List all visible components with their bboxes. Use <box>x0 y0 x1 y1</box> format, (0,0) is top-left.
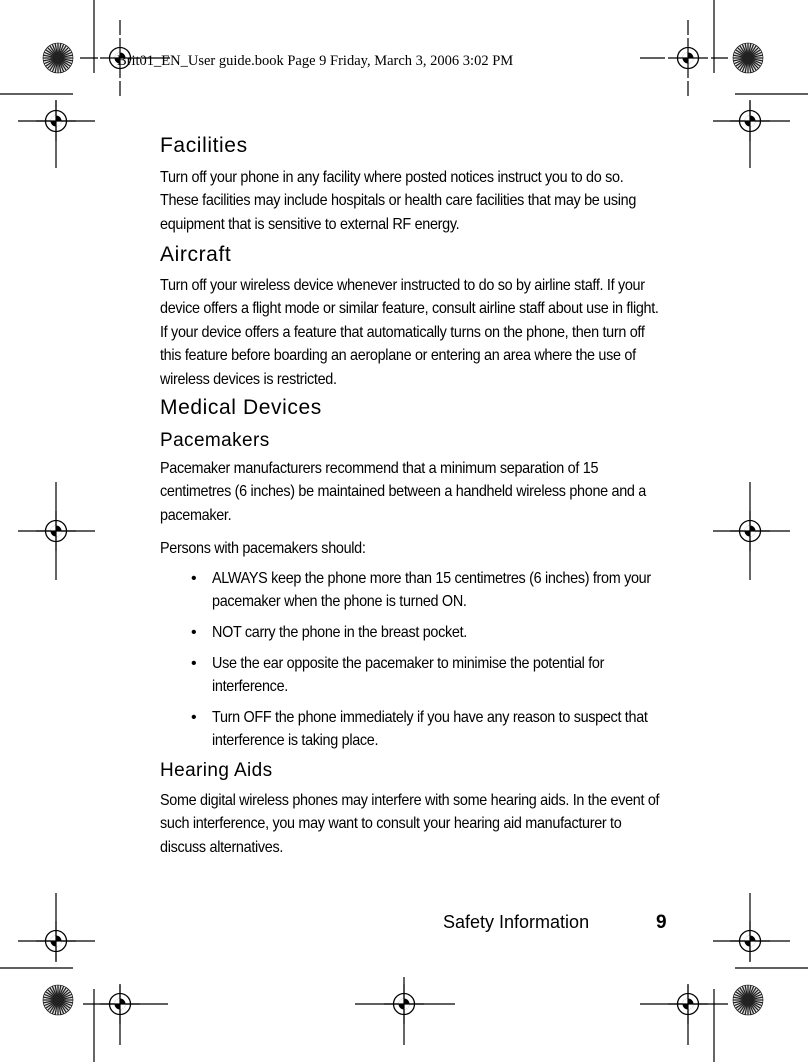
hearing-aids-heading: Hearing Aids <box>160 760 273 781</box>
registration-mark-icon <box>36 921 76 961</box>
registration-mark-icon <box>100 984 140 1024</box>
star-target-icon <box>733 43 763 73</box>
aircraft-heading: Aircraft <box>160 243 232 266</box>
star-target-icon <box>43 985 73 1015</box>
star-target-icon <box>43 43 73 73</box>
registration-mark-icon <box>384 984 424 1024</box>
facilities-paragraph: Turn off your phone in any facility where posted notices instruct you to do so. These facilities may include hospitals or health care facilities that may be using equipment that is sensitive to external RF energy. <box>160 169 637 233</box>
pacemakers-heading: Pacemakers <box>160 430 270 451</box>
pacemakers-intro: Persons with pacemakers should: <box>160 540 366 557</box>
bullet-icon: • <box>191 624 197 641</box>
registration-mark-icon <box>36 511 76 551</box>
pacemakers-paragraph: Pacemaker manufacturers recommend that a minimum separation of 15 centimetres (6 inches) be maintained between a handheld wireless phone and a pacemaker. <box>160 460 646 524</box>
bullet-icon: • <box>191 709 197 726</box>
medical-devices-heading: Medical Devices <box>160 396 322 419</box>
aircraft-paragraph: Turn off your wireless device whenever instructed to do so by airline staff. If your device offers a flight mode or similar feature, consult airline staff about use in flight. If your device offers a feature that automatically turns on the phone, then turn off this feature before boarding an aeroplane or entering an area where the use of wireless devices is restricted. <box>160 277 659 388</box>
registration-mark-icon <box>730 921 770 961</box>
hearing-aids-paragraph: Some digital wireless phones may interfere with some hearing aids. In the event of such interference, you may want to consult your hearing aid manufacturer to discuss alternatives. <box>160 792 660 856</box>
bullet-icon: • <box>191 655 197 672</box>
registration-mark-icon <box>730 101 770 141</box>
registration-mark-icon <box>36 101 76 141</box>
footer-section-title: Safety Information <box>443 912 590 932</box>
registration-mark-icon <box>668 984 708 1024</box>
registration-mark-icon <box>668 38 708 78</box>
page-number: 9 <box>656 912 667 933</box>
star-target-icon <box>733 985 763 1015</box>
bullet-icon: • <box>191 570 197 587</box>
registration-mark-icon <box>730 511 770 551</box>
print-slug: Brit01_EN_User guide.book Page 9 Friday, March 3, 2006 3:02 PM <box>117 53 514 69</box>
facilities-heading: Facilities <box>160 134 248 157</box>
